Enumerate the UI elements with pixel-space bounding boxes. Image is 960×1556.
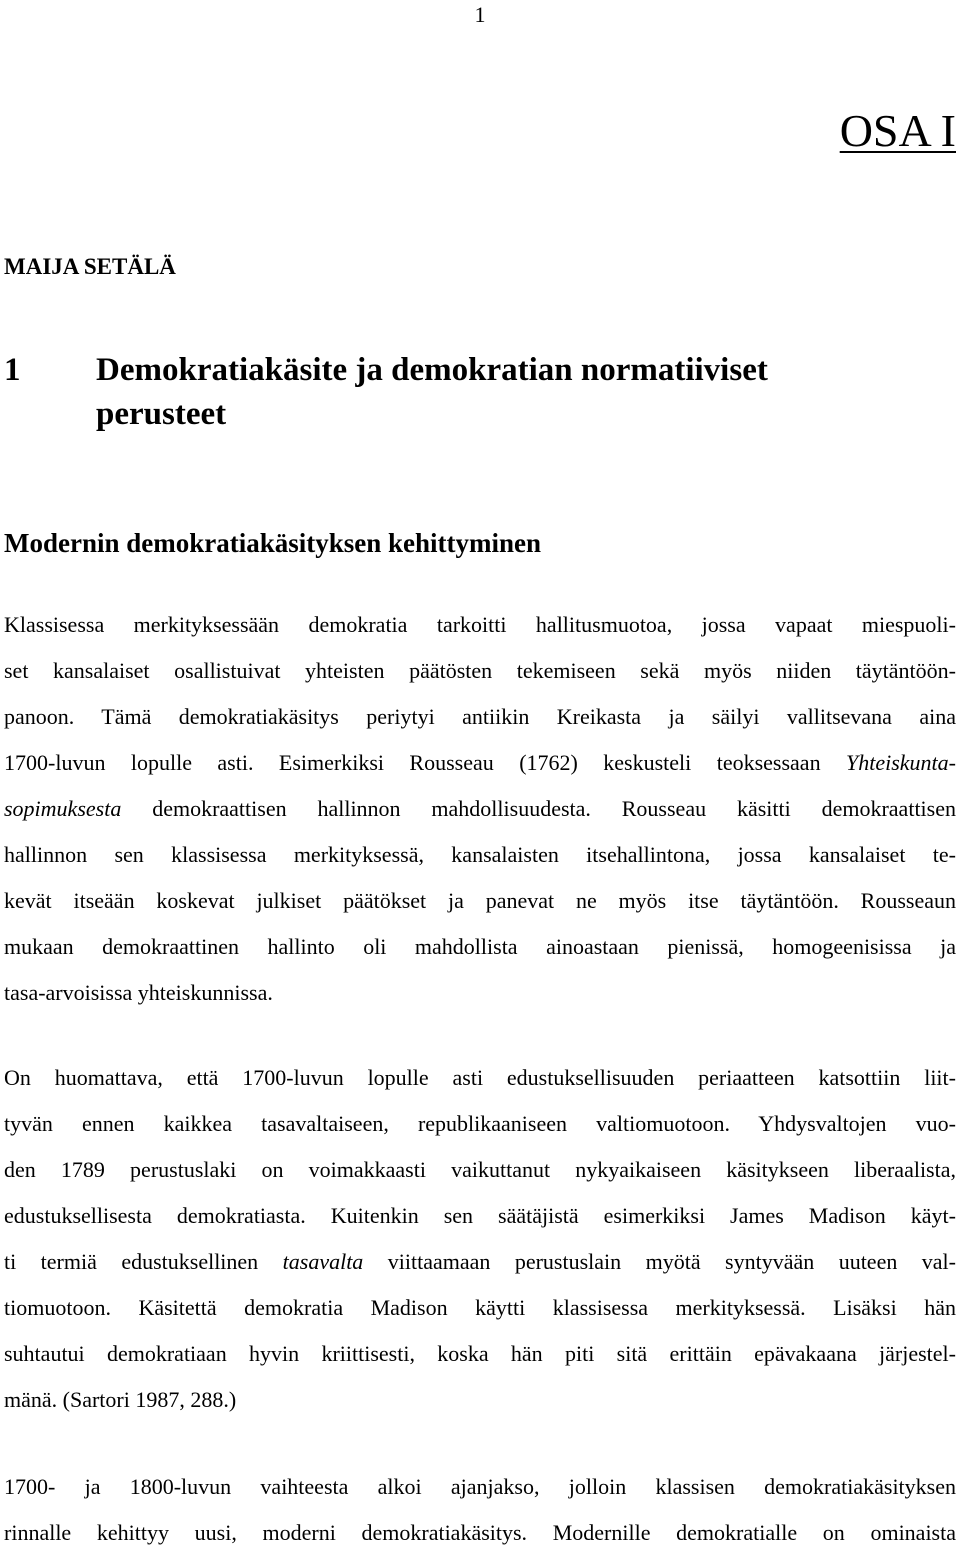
text-line: tiomuotoon. Käsitettä demokratia Madison käytti klassisessa merkityksessä. Lisäksi hän <box>4 1295 956 1320</box>
text-line <box>4 786 956 832</box>
text-line: set kansalaiset osallistuivat yhteisten päätösten tekemiseen sekä myös niiden täytäntöön- <box>4 658 956 683</box>
chapter-title-line: Demokratiakäsite ja demokratian normatiiviset <box>96 352 768 388</box>
text-line: mukaan demokraattinen hallinto oli mahdollista ainoastaan pienissä, homogeenisissa ja <box>4 934 956 959</box>
paragraph-2 <box>4 1055 956 1423</box>
chapter-title-line: perusteet <box>96 396 227 432</box>
section-title: Modernin demokratiakäsityksen kehittyminen <box>4 528 542 558</box>
text-line <box>4 1239 956 1285</box>
text-line: On huomattava, että 1700-luvun lopulle asti edustuksellisuuden periaatteen katsottiin liit- <box>4 1065 956 1090</box>
chapter-title <box>96 348 944 436</box>
text-line: kevät itseään koskevat julkiset päätökset ja panevat ne myös itse täytäntöön. Rousseaun <box>4 888 956 913</box>
text-line: Klassisessa merkityksessään demokratia tarkoitti hallitusmuotoa, jossa vapaat miespuoli- <box>4 612 956 637</box>
text-segment: demokraattisen hallinnon mahdollisuudesta. Rousseau käsitti demokraattisen <box>121 796 956 821</box>
author-name: MAIJA SETÄLÄ <box>4 254 176 279</box>
page-number: 1 <box>474 2 486 27</box>
part-title: OSA I <box>839 105 956 156</box>
text-line: edustuksellisesta demokratiasta. Kuitenkin sen säätäjistä esimerkiksi James Madison käyt- <box>4 1203 956 1228</box>
book-title-italic: sopimuksesta <box>4 796 122 821</box>
text-line: mänä. (Sartori 1987, 288.) <box>4 1387 237 1412</box>
text-line: hallinnon sen klassisessa merkityksessä, kansalaisten itsehallintona, jossa kansalaiset te- <box>4 842 956 867</box>
book-title-italic: Yhteiskunta- <box>846 750 956 775</box>
paragraph-3 <box>4 1464 956 1556</box>
text-line: tasa-arvoisissa yhteiskunnissa. <box>4 980 273 1005</box>
text-line <box>4 740 956 786</box>
text-segment: viittaamaan perustuslain myötä syntyvään uuteen val- <box>363 1249 956 1274</box>
text-segment: 1700-luvun lopulle asti. Esimerkiksi Rousseau (1762) keskusteli teoksessaan <box>4 750 846 775</box>
paragraph-1 <box>4 602 956 1016</box>
text-line: suhtautui demokratiaan hyvin kriittisesti, koska hän piti sitä erittäin epävakaana järjestel- <box>4 1341 956 1366</box>
chapter-number: 1 <box>4 352 21 388</box>
text-line: tyvän ennen kaikkea tasavaltaiseen, republikaaniseen valtiomuotoon. Yhdysvaltojen vuo- <box>4 1111 956 1136</box>
text-line: 1700- ja 1800-luvun vaihteesta alkoi ajanjakso, jolloin klassisen demokratiakäsityksen <box>4 1474 956 1499</box>
text-segment: ti termiä edustuksellinen <box>4 1249 283 1274</box>
text-line: den 1789 perustuslaki on voimakkaasti vaikuttanut nykyaikaiseen käsitykseen liberaalista, <box>4 1157 956 1182</box>
chapter-heading <box>4 348 944 436</box>
text-line: rinnalle kehittyy uusi, moderni demokratiakäsitys. Modernille demokratialle on ominaista <box>4 1520 956 1545</box>
italic-term: tasavalta <box>282 1249 364 1274</box>
text-line: panoon. Tämä demokratiakäsitys periytyi antiikin Kreikasta ja säilyi vallitsevana aina <box>4 704 956 729</box>
